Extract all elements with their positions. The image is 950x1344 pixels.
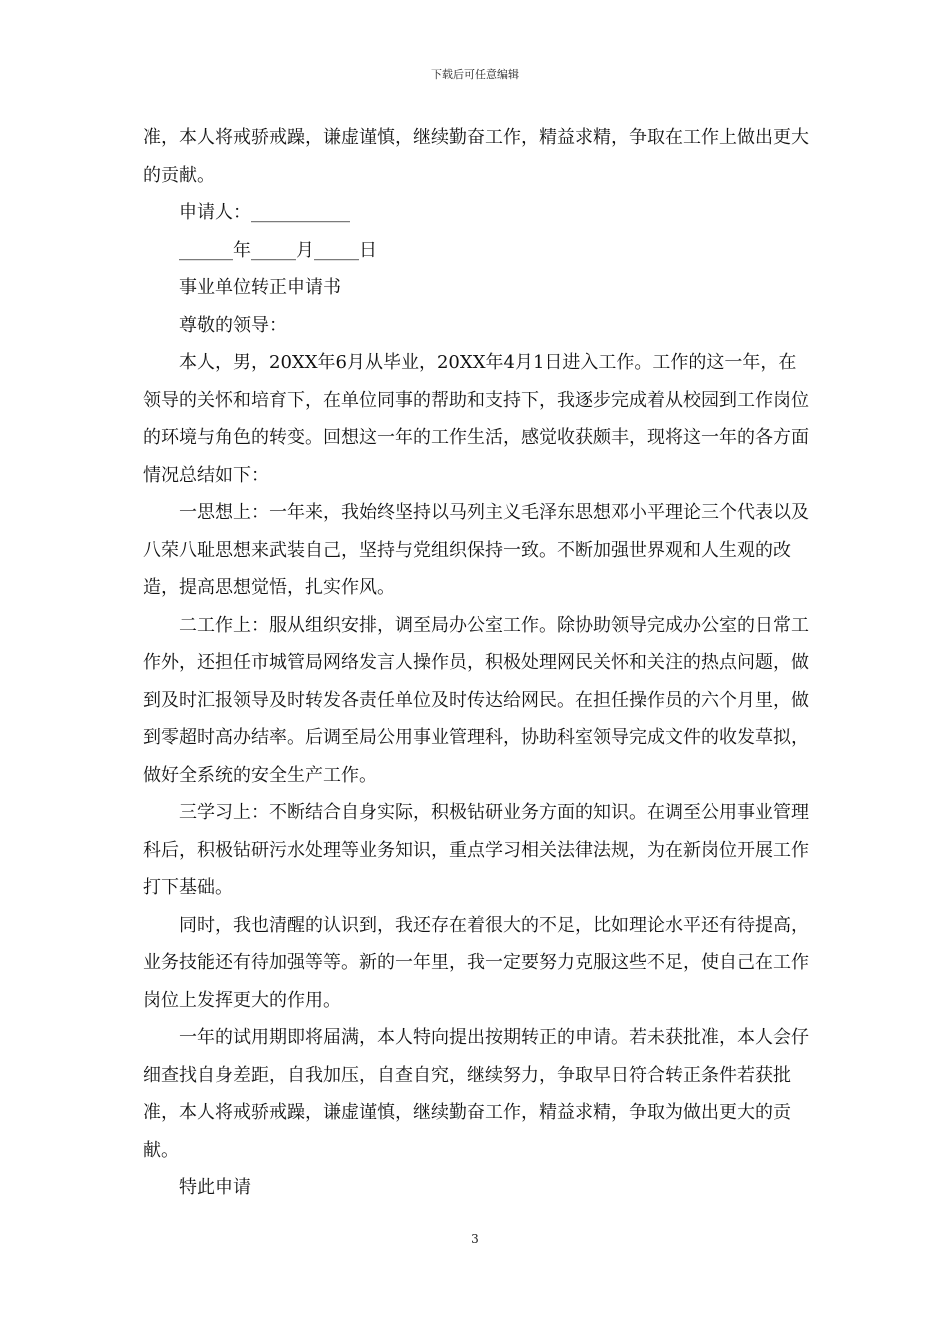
document-body xyxy=(143,119,811,1207)
paragraph-thought: 一思想上：一年来，我始终坚持以马列主义毛泽东思想邓小平理论三个代表以及八荣八耻思想来武装自己，坚持与党组织保持一致。不断加强世界观和人生观的改造，提高思想觉悟，扎实作风。 xyxy=(143,502,809,598)
document-title: 事业单位转正申请书 xyxy=(179,277,341,298)
date-line: ______年_____月_____日 xyxy=(179,239,377,261)
closing-line: 特此申请 xyxy=(179,1177,251,1198)
paragraph-shortcomings: 同时，我也清醒的认识到，我还存在着很大的不足，比如理论水平还有待提高，业务技能还有待加强等等。新的一年里，我一定要努力克服这些不足，使自己在工作岗位上发挥更大的作用。 xyxy=(143,914,809,1011)
applicant-line: 申请人：___________ xyxy=(179,202,350,223)
page-number: 3 xyxy=(471,1232,479,1246)
paragraph-request: 一年的试用期即将届满，本人特向提出按期转正的申请。若未获批准，本人会仔细查找自身差距，自我加压，自查自究，继续努力，争取早日符合转正条件若获批准，本人将戒骄戒躁，谦虚谨慎，继续勤奋工作，精益求精，争取为做出更大的贡献。 xyxy=(143,1027,809,1161)
page-header: 下载后可任意编辑 xyxy=(431,68,519,81)
paragraph-intro: 本人，男，20XX年6月从毕业，20XX年4月1日进入工作。工作的这一年，在领导的关怀和培育下，在单位同事的帮助和支持下，我逐步完成着从校园到工作岗位的环境与角色的转变。回想这一年的工作生活，感觉收获颇丰，现将这一年的各方面情况总结如下： xyxy=(143,352,809,486)
paragraph-work: 二工作上：服从组织安排，调至局办公室工作。除协助领导完成办公室的日常工作外，还担任市城管局网络发言人操作员，积极处理网民关怀和关注的热点问题，做到及时汇报领导及时转发各责任单位及时传达给网民。在担任操作员的六个月里，做到零超时高办结率。后调至局公用事业管理科，协助科室领导完成文件的收发草拟，做好全系统的安全生产工作。 xyxy=(143,614,809,786)
paragraph-study: 三学习上：不断结合自身实际，积极钻研业务方面的知识。在调至公用事业管理科后，积极钻研污水处理等业务知识，重点学习相关法律法规，为在新岗位开展工作打下基础。 xyxy=(143,802,809,898)
salutation: 尊敬的领导： xyxy=(179,314,287,336)
paragraph-continuation: 准，本人将戒骄戒躁，谦虚谨慎，继续勤奋工作，精益求精，争取在工作上做出更大的贡献。 xyxy=(143,127,809,186)
